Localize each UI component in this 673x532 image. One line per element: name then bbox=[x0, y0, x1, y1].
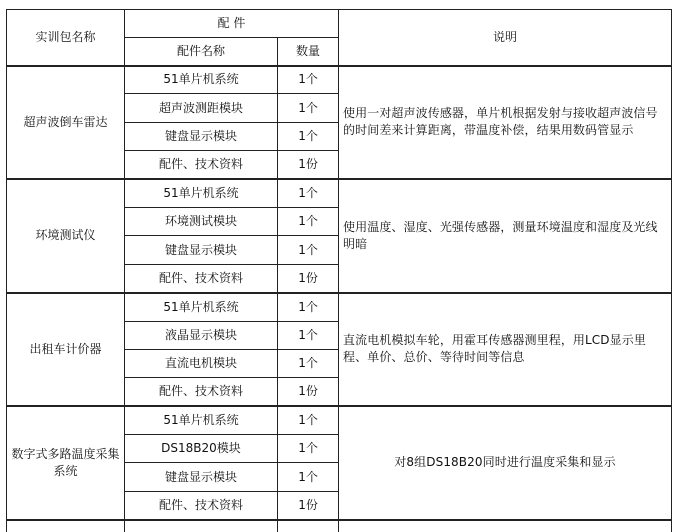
quantity-cell: 1个 bbox=[278, 236, 339, 264]
header-package-name: 实训包名称 bbox=[7, 10, 125, 66]
quantity-cell: 1个 bbox=[278, 435, 339, 463]
quantity-cell: 1个 bbox=[278, 179, 339, 207]
part-name-cell: 键盘显示模块 bbox=[125, 236, 278, 264]
quantity-cell: 1个 bbox=[278, 349, 339, 377]
quantity-cell: 1个 bbox=[278, 122, 339, 150]
quantity-cell: 1个 bbox=[278, 321, 339, 349]
part-name-cell: 51单片机系统 bbox=[125, 66, 278, 94]
description-cell: 对8组DS18B20同时进行温度采集和显示 bbox=[339, 406, 672, 520]
part-name-cell: 配件、技术资料 bbox=[125, 151, 278, 179]
part-name-cell: DS18B20模块 bbox=[125, 435, 278, 463]
table-row bbox=[7, 66, 672, 94]
empty-cell bbox=[278, 520, 339, 532]
part-name-cell: 配件、技术资料 bbox=[125, 491, 278, 519]
package-name-cell: 超声波倒车雷达 bbox=[7, 66, 125, 180]
part-name-cell: 键盘显示模块 bbox=[125, 463, 278, 491]
quantity-cell: 1个 bbox=[278, 207, 339, 235]
package-name-cell: 出租车计价器 bbox=[7, 293, 125, 407]
empty-cell bbox=[7, 520, 125, 532]
part-name-cell: 键盘显示模块 bbox=[125, 122, 278, 150]
empty-cell bbox=[125, 520, 278, 532]
description-cell: 使用一对超声波传感器，单片机根据发射与接收超声波信号的时间差来计算距离，带温度补偿，结果用数码管显示 bbox=[339, 66, 672, 180]
part-name-cell: 超声波测距模块 bbox=[125, 94, 278, 122]
header-quantity: 数量 bbox=[278, 38, 339, 66]
package-name-cell: 数字式多路温度采集系统 bbox=[7, 406, 125, 520]
header-part-name: 配件名称 bbox=[125, 38, 278, 66]
package-name-cell: 环境测试仪 bbox=[7, 179, 125, 293]
header-parts: 配 件 bbox=[125, 10, 339, 38]
quantity-cell: 1份 bbox=[278, 151, 339, 179]
header-description: 说明 bbox=[339, 10, 672, 66]
quantity-cell: 1个 bbox=[278, 66, 339, 94]
part-name-cell: 51单片机系统 bbox=[125, 406, 278, 434]
part-name-cell: 51单片机系统 bbox=[125, 179, 278, 207]
part-name-cell: 配件、技术资料 bbox=[125, 264, 278, 292]
part-name-cell: 51单片机系统 bbox=[125, 293, 278, 321]
part-name-cell: 环境测试模块 bbox=[125, 207, 278, 235]
part-name-cell: 配件、技术资料 bbox=[125, 378, 278, 406]
table-row bbox=[7, 179, 672, 207]
description-cell: 使用温度、湿度、光强传感器，测量环境温度和湿度及光线明暗 bbox=[339, 179, 672, 293]
table-row-partial bbox=[7, 520, 672, 532]
training-package-table bbox=[6, 9, 672, 532]
quantity-cell: 1个 bbox=[278, 406, 339, 434]
table-row bbox=[7, 293, 672, 321]
quantity-cell: 1份 bbox=[278, 264, 339, 292]
quantity-cell: 1份 bbox=[278, 491, 339, 519]
part-name-cell: 液晶显示模块 bbox=[125, 321, 278, 349]
description-cell: 直流电机模拟车轮，用霍耳传感器测里程，用LCD显示里程、单价、总价、等待时间等信息 bbox=[339, 293, 672, 407]
part-name-cell: 直流电机模块 bbox=[125, 349, 278, 377]
header-row-1 bbox=[7, 10, 672, 38]
empty-cell bbox=[339, 520, 672, 532]
quantity-cell: 1份 bbox=[278, 378, 339, 406]
quantity-cell: 1个 bbox=[278, 94, 339, 122]
quantity-cell: 1个 bbox=[278, 463, 339, 491]
quantity-cell: 1个 bbox=[278, 293, 339, 321]
table-row bbox=[7, 406, 672, 434]
